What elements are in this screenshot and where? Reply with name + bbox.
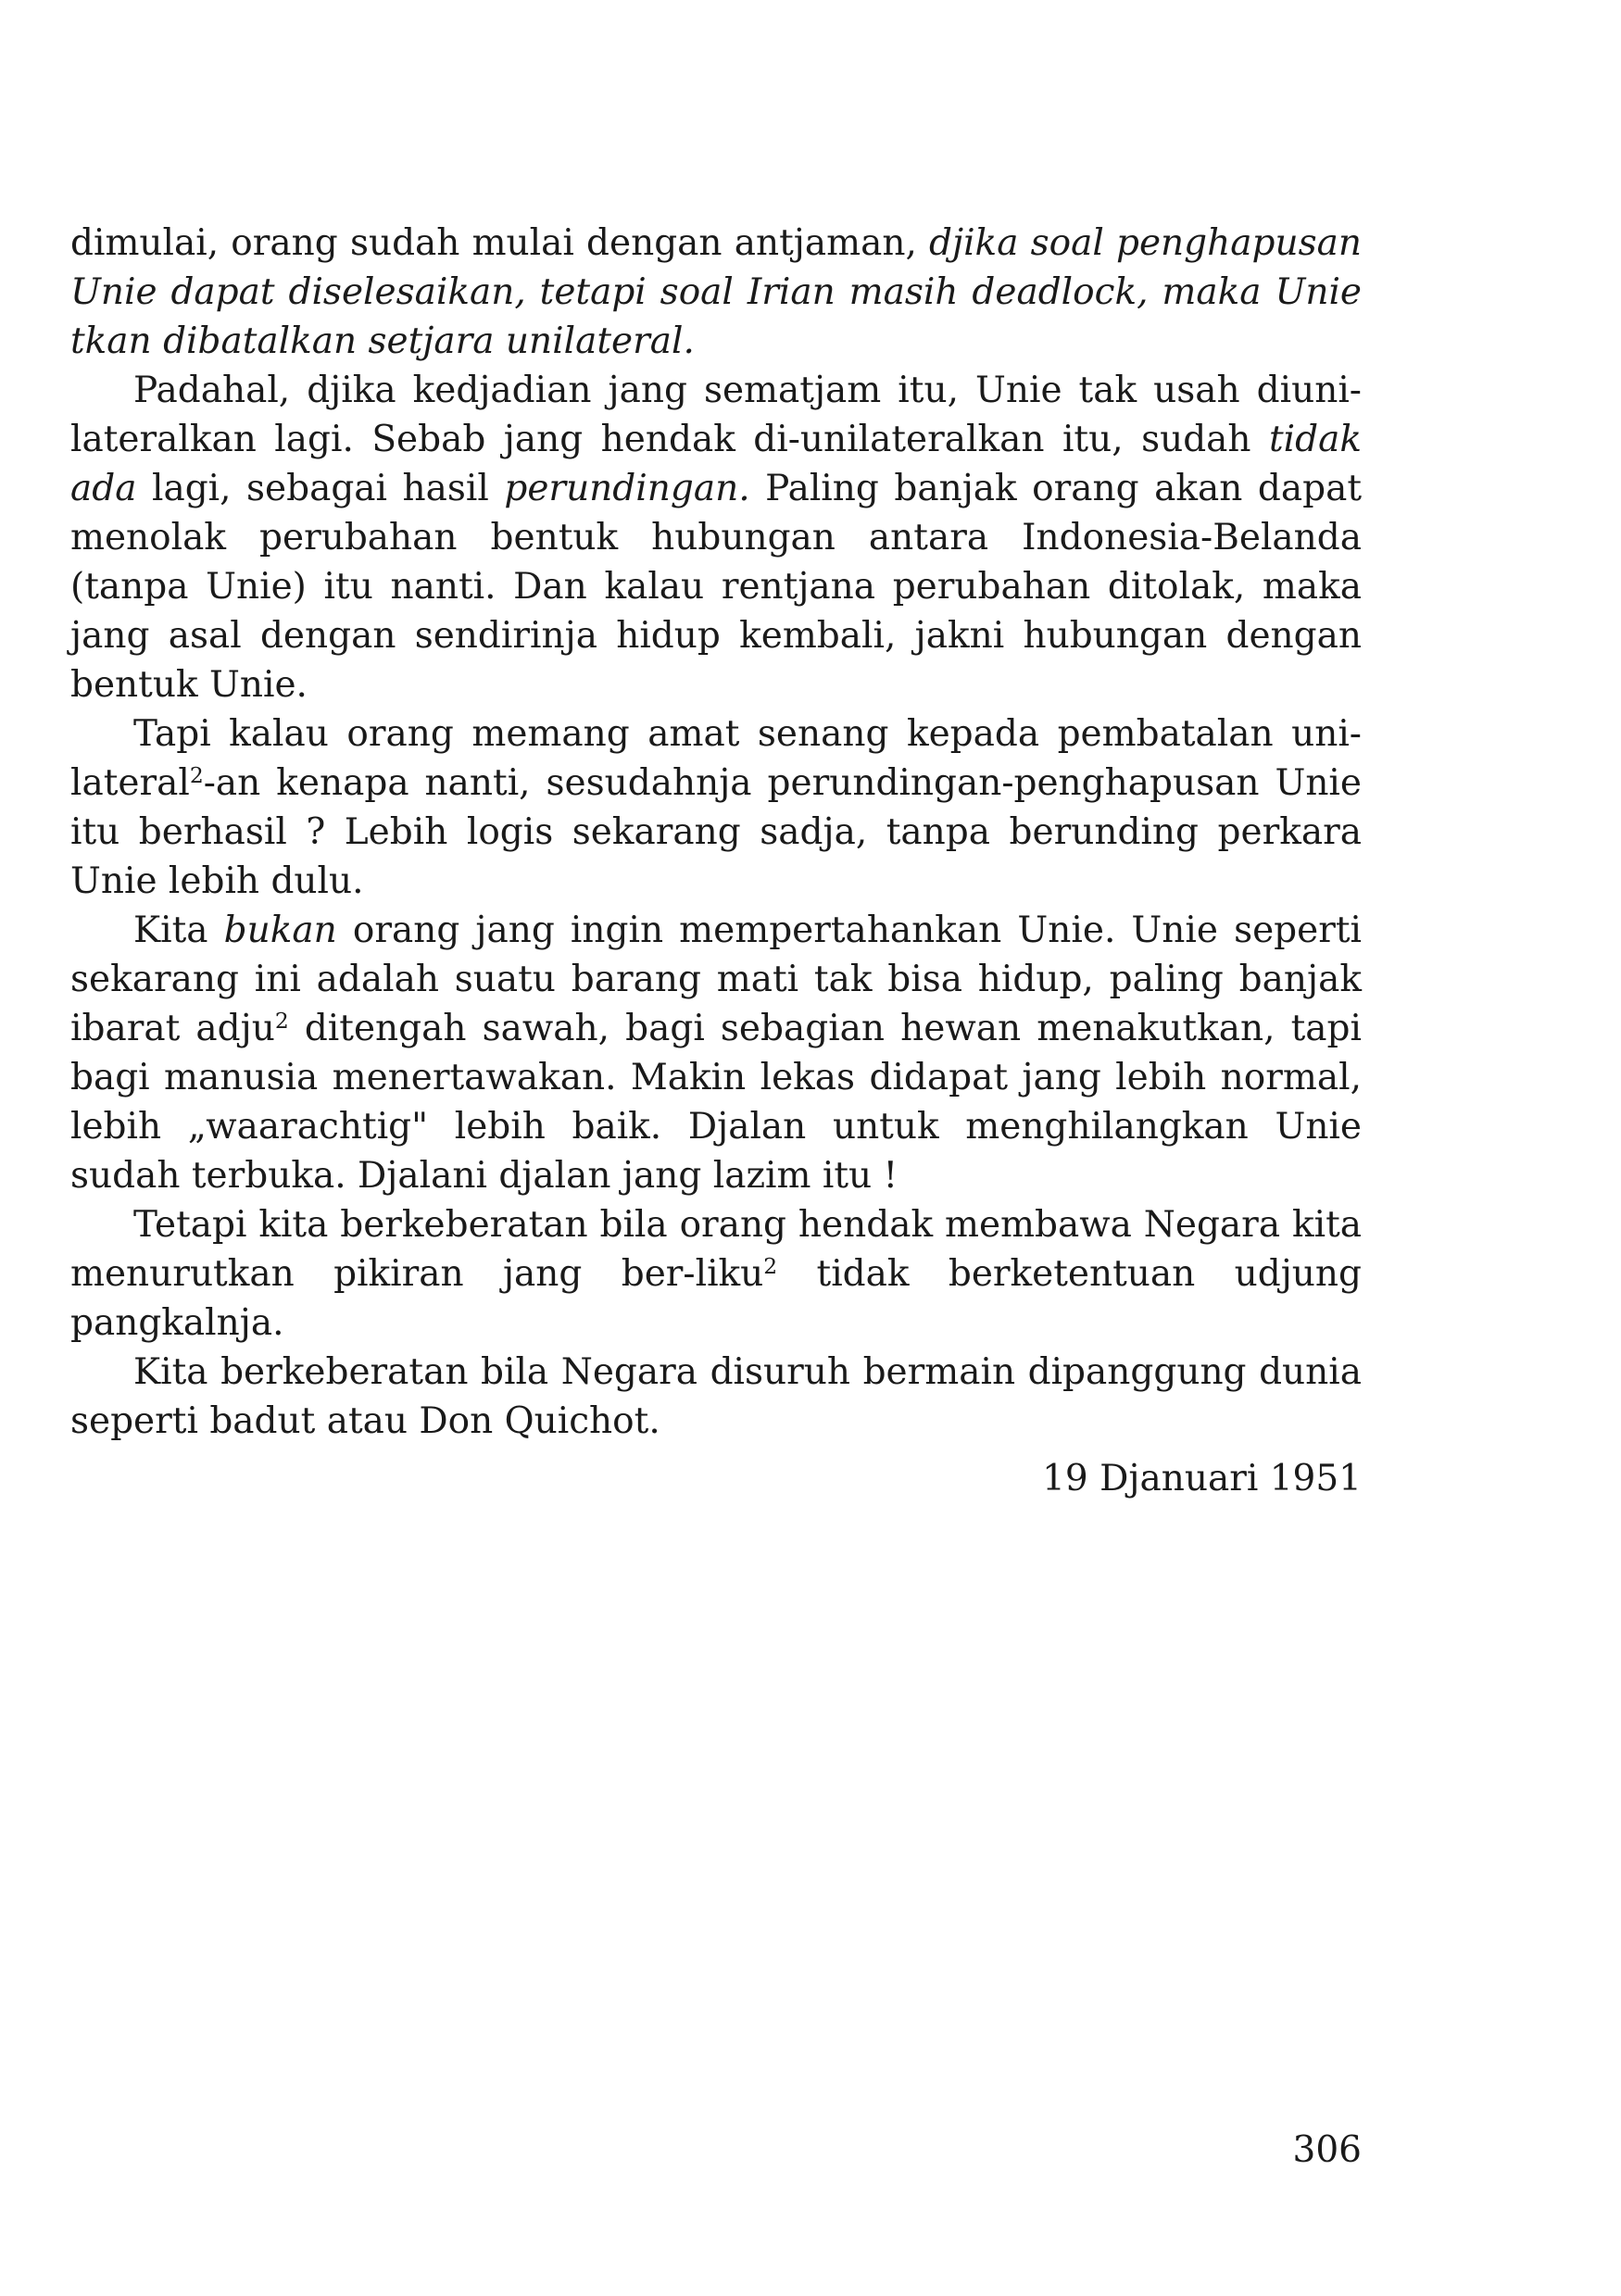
italic-text: djika soal penghapusan Unie dapat diselesaikan, tetapi soal Irian masih deadlock, maka Unie tkan dibatalkan setjara unilateral. <box>70 222 1362 362</box>
text-span: ditengah sawah, bagi sebagian hewan menakutkan, tapi bagi manusia menertawakan. Makin lekas didapat jang lebih normal, lebih „waarachtig" lebih baik. Djalan untuk menghilangkan Unie sudah terbuka. Djalani djalan jang lazim itu ! <box>70 1008 1362 1197</box>
text-span: Padahal, djika kedjadian jang sematjam itu, Unie tak usah diuni-lateralkan lagi. Sebab jang hendak di-unilateralkan itu, sudah <box>70 370 1362 460</box>
text-span: lagi, sebagai hasil <box>136 468 505 509</box>
text-span: -an kenapa nanti, sesudahnja perundingan-penghapusan Unie itu berhasil ? Lebih logis sekarang sadja, tanpa berunding perkara Unie lebih dulu. <box>70 762 1362 902</box>
superscript: 2 <box>189 762 204 789</box>
paragraph-3 <box>70 709 1362 906</box>
italic-text: tidak ada <box>70 419 1362 509</box>
text-span: dimulai, orang sudah mulai dengan antjaman, <box>70 222 930 264</box>
text-span: Tapi kalau orang memang amat senang kepada pembatalan uni-lateral <box>70 713 1362 804</box>
text-span: tidak berketentuan udjung pangkalnja. <box>70 1253 1362 1344</box>
italic-text: perundingan. <box>504 468 750 509</box>
page-number: 306 <box>1292 2129 1362 2171</box>
text-span: orang jang ingin mempertahankan Unie. Unie seperti sekarang ini adalah suatu barang mati tak bisa hidup, paling banjak ibarat adju <box>70 910 1362 1049</box>
paragraph-2 <box>70 366 1362 709</box>
italic-text: bukan <box>223 910 337 951</box>
text-span: Kita <box>133 910 224 951</box>
superscript: 2 <box>274 1008 289 1035</box>
text-span: Paling banjak orang akan dapat menolak perubahan bentuk hubungan antara Indonesia-Belanda (tanpa Unie) itu nanti. Dan kalau rentjana perubahan ditolak, maka jang asal dengan sendirinja hidup kembali, jakni hubungan dengan bentuk Unie. <box>70 468 1362 706</box>
text-span: Kita berkeberatan bila Negara disuruh bermain dipanggung dunia seperti badut atau Don Quichot. <box>70 1351 1362 1442</box>
paragraph-5 <box>70 1200 1362 1348</box>
text-span: Tetapi kita berkeberatan bila orang hendak membawa Negara kita menurutkan pikiran jang ber-liku <box>70 1204 1362 1295</box>
superscript: 2 <box>763 1253 778 1280</box>
paragraph-6 <box>70 1348 1362 1446</box>
body-text <box>70 219 1362 1446</box>
date-line: 19 Djanuari 1951 <box>1042 1458 1362 1499</box>
paragraph-4 <box>70 906 1362 1200</box>
paragraph-1 <box>70 219 1362 366</box>
